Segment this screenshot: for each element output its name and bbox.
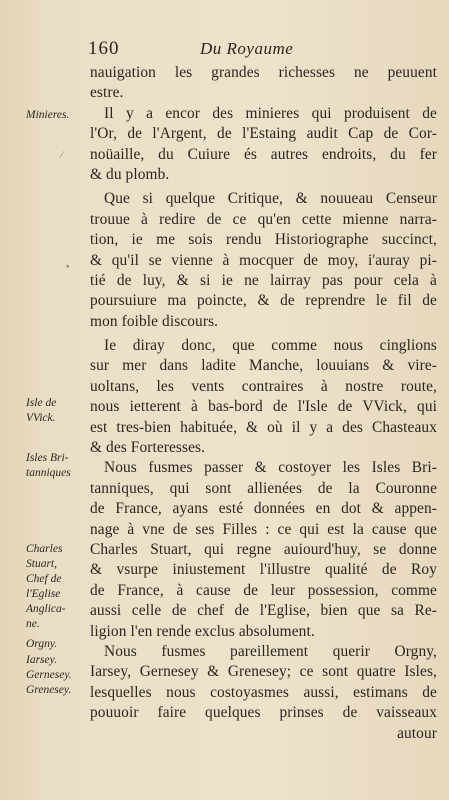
text-line: de France, à cause de leur possession, comme — [90, 581, 437, 599]
text-line: Il y a encor des minieres qui produisent de — [104, 104, 437, 122]
margin-note-charles-1: Charles — [26, 543, 63, 555]
margin-note-minieres: Minieres. — [26, 109, 70, 121]
text-line: & qu'il se vienne à mocquer de moy, i'auray pi- — [90, 251, 437, 269]
text-line: uoltans, les vents contraires à nostre route, — [90, 377, 437, 395]
text-line: poursuiure ma poincte, & de reprendre le fil de — [90, 292, 437, 310]
page-number: 160 — [88, 38, 120, 59]
ink-speck: ⁄ — [61, 150, 63, 161]
text-line: mon foible discours. — [90, 312, 219, 330]
margin-note-orgny: Orgny. — [26, 638, 58, 650]
margin-note-isles-britanniques-1: Isles Bri- — [26, 452, 69, 464]
margin-note-gernesey: Gernesey. — [26, 669, 72, 681]
margin-note-charles-5: Anglica- — [26, 603, 66, 615]
text-line: Iarsey, Gernesey & Grenesey; ce sont quatre Isles, — [90, 663, 437, 681]
margin-note-iarsey: Iarsey. — [26, 654, 57, 666]
text-line: nage à vne de ses Filles : ce qui est la cause que — [90, 520, 437, 538]
text-line: pouuoir faire quelques prinses de vaisseaux — [90, 704, 437, 722]
text-line: nauigation les grandes richesses ne peuuent — [90, 64, 437, 81]
text-line: est tres-bien habituée, & où il y a des Chasteaux — [90, 418, 437, 436]
margin-note-isle-de-vvick-1: Isle de — [26, 397, 57, 409]
text-line: l'Or, de l'Argent, de l'Estaing audit Cap de Cor- — [90, 125, 437, 143]
text-line: nous ietterent à bas-bord de l'Isle de VVick, qui — [90, 398, 437, 416]
margin-note-isle-de-vvick-2: VVick. — [26, 412, 56, 424]
text-line: tié de luy, & si ie ne lairray pas pour cela à — [90, 271, 437, 289]
text-line: Que si quelque Critique, & nouueau Censeur — [104, 190, 437, 208]
text-line: noüaille, du Cuiure és autres endroits, du fer — [90, 145, 437, 163]
text-line: sur mer dans ladite Manche, louuians & vire- — [90, 357, 437, 375]
body-text — [90, 63, 437, 744]
text-line: & du plomb. — [90, 165, 170, 183]
margin-note-charles-3: Chef de — [26, 573, 62, 585]
text-line: Ie diray donc, que comme nous cinglions — [104, 337, 437, 355]
text-line: lesquelles nous costoyasmes aussi, estimans de — [90, 683, 437, 701]
margin-notes — [0, 0, 90, 800]
text-line: tion, ie me sois rendu Historiographe succinct, — [90, 231, 437, 249]
margin-note-charles-4: l'Eglise — [26, 588, 61, 600]
ink-speck: • — [66, 262, 70, 273]
text-line: ligion l'en rende exclus absolument. — [90, 622, 315, 640]
text-line: Nous fusmes pareillement querir Orgny, — [104, 642, 437, 660]
text-line: trouue à redire de ce qu'en cette mienne narra- — [90, 210, 437, 228]
margin-note-charles-6: ne. — [26, 618, 40, 630]
text-line: Nous fusmes passer & costoyer les Isles Bri- — [104, 459, 437, 477]
text-line: tanniques, qui sont allienées de la Couronne — [90, 479, 437, 497]
text-line: & vsurpe iniustement l'illustre qualité de Roy — [90, 561, 437, 579]
margin-note-isles-britanniques-2: tanniques — [26, 467, 71, 479]
margin-note-grenesey: Grenesey. — [26, 684, 72, 696]
text-line: de France, ayans esté données en dot & appen- — [90, 500, 437, 518]
margin-note-charles-2: Stuart, — [26, 558, 57, 570]
running-title: Du Royaume — [200, 39, 294, 58]
text-line: & des Forteresses. — [90, 439, 206, 457]
text-line: aussi celle de chef de l'Eglise, bien que sa Re- — [90, 602, 437, 620]
catchword: autour — [397, 724, 437, 742]
page-header — [88, 38, 418, 60]
text-line: Charles Stuart, qui regne auiourd'huy, se donne — [90, 540, 437, 558]
text-line: estre. — [90, 84, 124, 102]
